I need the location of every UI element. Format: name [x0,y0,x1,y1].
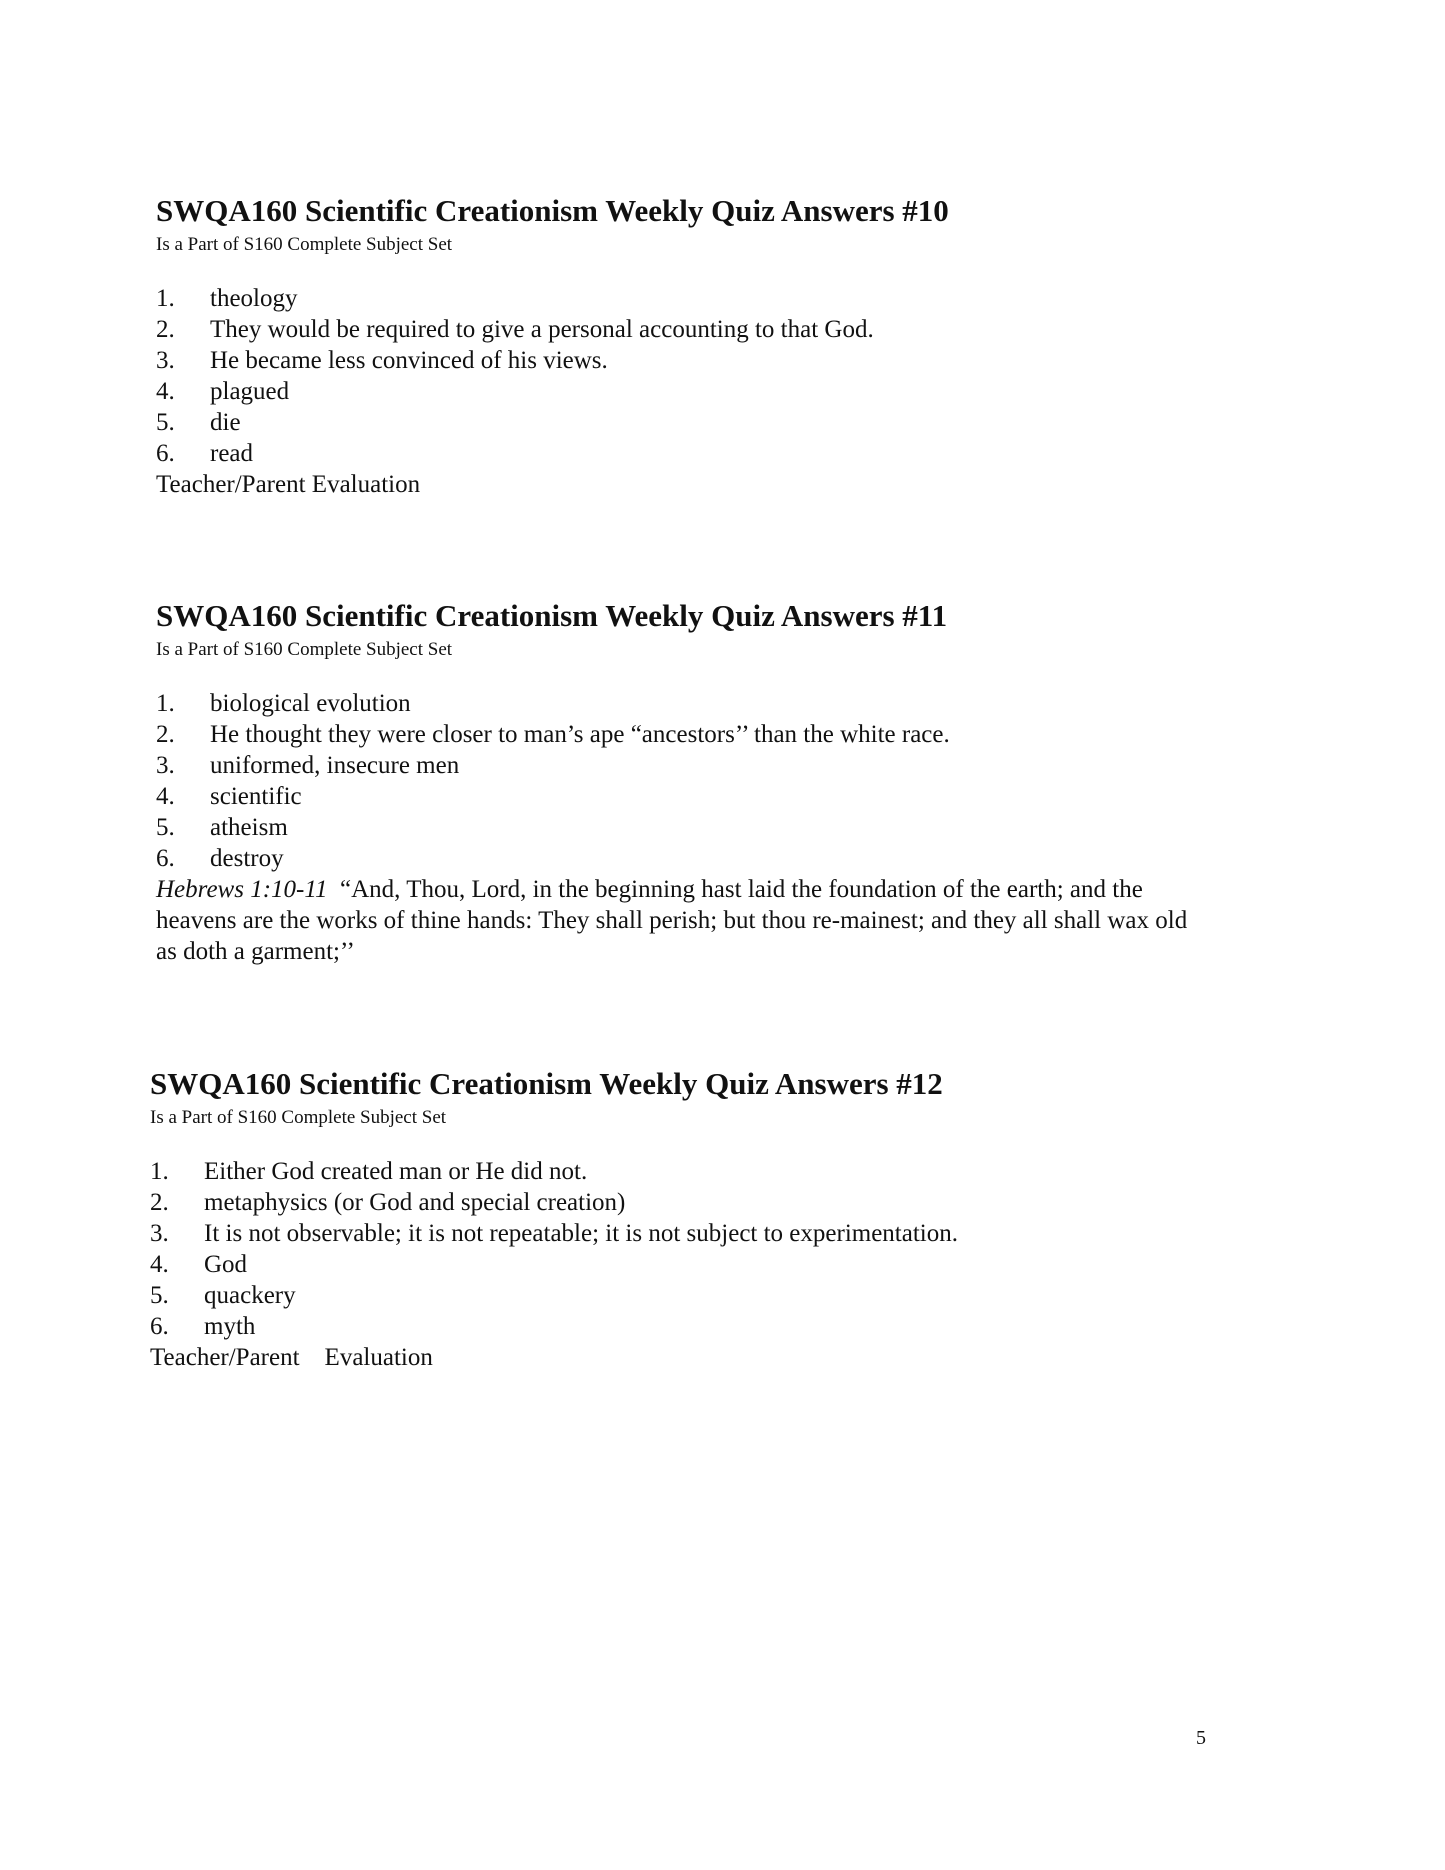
answer-number: 6. [156,845,175,872]
answer-number: 4. [156,783,175,810]
answer-number: 3. [156,347,175,374]
answer-item [156,812,1306,843]
answer-item [156,345,1306,376]
scripture-quote [156,874,1196,967]
answer-item [156,843,1306,874]
answer-text: biological evolution [210,690,411,717]
answer-number: 5. [156,814,175,841]
answer-text: uniformed, insecure men [210,752,460,779]
evaluation-label: Teacher/Parent Evaluation [150,1344,433,1371]
answer-number: 1. [156,690,175,717]
answer-item [156,688,1306,719]
page-number: 5 [1196,1727,1206,1749]
section-subtitle: Is a Part of S160 Complete Subject Set [156,234,453,255]
answer-item [156,283,1306,314]
answer-text: scientific [210,783,302,810]
answer-text: quackery [204,1282,296,1309]
scripture-text: “And, Thou, Lord, in the beginning hast laid the foundation of the earth; and the heavens are the works of thine hands: They shall perish; but thou re-mainest; and they all shall wax old as doth a garment;’’ [156,876,1188,965]
answer-item [150,1249,1300,1280]
answer-number: 4. [156,378,175,405]
quiz-section-12 [150,1066,1300,1373]
answer-text: destroy [210,845,284,872]
section-subtitle: Is a Part of S160 Complete Subject Set [156,639,453,660]
answer-number: 2. [150,1189,169,1216]
answer-text: They would be required to give a personal accounting to that God. [210,316,874,343]
answer-number: 3. [150,1220,169,1247]
answer-item [156,376,1306,407]
answer-number: 5. [150,1282,169,1309]
section-title: SWQA160 Scientific Creationism Weekly Quiz Answers #10 [156,193,949,228]
section-subtitle: Is a Part of S160 Complete Subject Set [150,1107,447,1128]
answer-number: 2. [156,721,175,748]
answer-number: 3. [156,752,175,779]
answer-item [150,1218,1300,1249]
answer-text: myth [204,1313,256,1340]
answer-item [150,1311,1300,1342]
answer-text: theology [210,285,298,312]
section-title: SWQA160 Scientific Creationism Weekly Quiz Answers #11 [156,598,948,633]
answer-text: He thought they were closer to man’s ape “ancestors’’ than the white race. [210,721,950,748]
answer-item [156,314,1306,345]
answer-number: 6. [150,1313,169,1340]
answer-item [156,407,1306,438]
answer-text: It is not observable; it is not repeatable; it is not subject to experimentation. [204,1220,958,1247]
answer-text: He became less convinced of his views. [210,347,608,374]
answer-item [150,1280,1300,1311]
answer-item [156,750,1306,781]
quiz-section-10 [156,193,1306,500]
answer-text: God [204,1251,248,1278]
evaluation-label: Teacher/Parent Evaluation [156,471,421,498]
answer-text: metaphysics (or God and special creation) [204,1189,626,1216]
answer-text: atheism [210,814,288,841]
answer-text: read [210,440,254,467]
answer-item [156,781,1306,812]
answer-text: Either God created man or He did not. [204,1158,588,1185]
answer-text: die [210,409,241,436]
answer-number: 5. [156,409,175,436]
answer-item [150,1156,1300,1187]
section-title: SWQA160 Scientific Creationism Weekly Quiz Answers #12 [150,1066,943,1101]
answer-number: 1. [150,1158,169,1185]
answer-item [156,438,1306,469]
answer-number: 1. [156,285,175,312]
answer-item [150,1187,1300,1218]
answer-text: plagued [210,378,290,405]
answer-number: 6. [156,440,175,467]
answer-item [156,719,1306,750]
answer-number: 2. [156,316,175,343]
answer-number: 4. [150,1251,169,1278]
scripture-reference: Hebrews 1:10-11 [156,876,328,903]
quiz-section-11 [156,598,1306,967]
